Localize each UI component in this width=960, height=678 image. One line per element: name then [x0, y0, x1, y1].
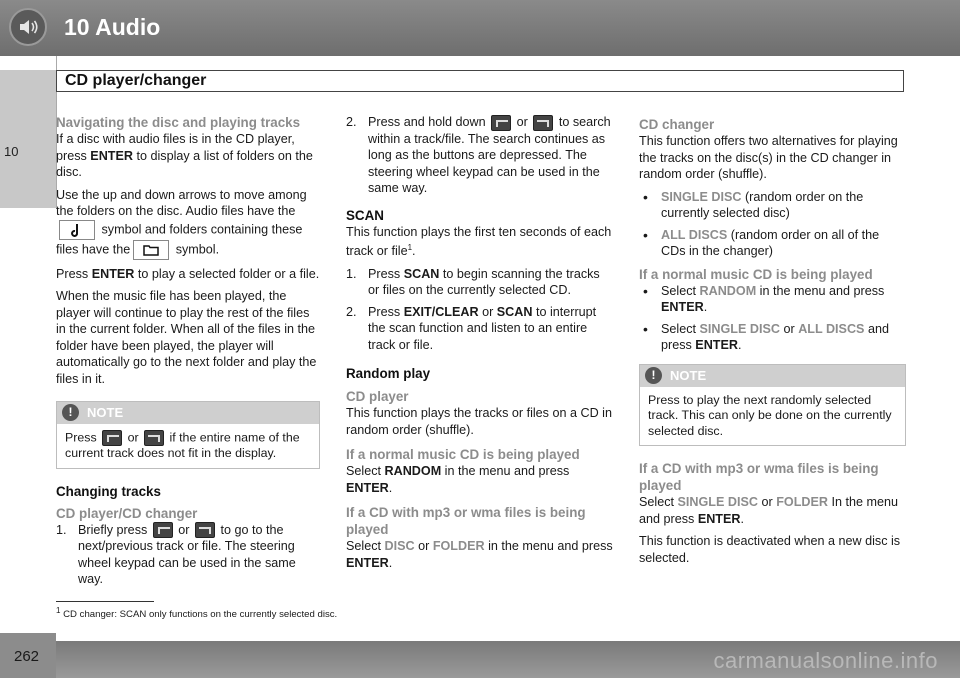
- paragraph-scan: This function plays the first ten seconds of each track or file$^1$.: [346, 224, 612, 259]
- watermark: carmanualsonline.info: [713, 648, 938, 673]
- folder-icon: [133, 240, 169, 260]
- paragraph-normal-cd: Select RANDOM in the menu and press ENTER.: [346, 464, 570, 495]
- list-item: • Select RANDOM in the menu and press ENTER.: [639, 283, 906, 316]
- page-number: 262: [14, 648, 40, 665]
- heading-mp3-cd: If a CD with mp3 or wma files is being played: [346, 505, 586, 538]
- seek-back-icon: [153, 522, 173, 538]
- chapter-tab-label: 10: [4, 144, 19, 159]
- note-label: NOTE: [87, 405, 124, 420]
- info-icon: !: [62, 404, 79, 421]
- normal-cd-steps: [639, 283, 906, 354]
- note-label: NOTE: [670, 367, 707, 383]
- heading-cd-player: CD player: [346, 389, 409, 405]
- heading-scan: SCAN: [346, 207, 384, 223]
- changer-options: [639, 189, 906, 260]
- steps-list: [346, 114, 614, 197]
- paragraph-deactivated: This function is deactivated when a new disc is selected.: [639, 534, 901, 565]
- music-note-icon: [59, 220, 95, 240]
- footnote-rule: [56, 601, 154, 602]
- paragraph-symbols: Use the up and down arrows to move among the folders on the disc. Audio files have the symbol and folders containing these files have the symbol.: [56, 187, 320, 260]
- speaker-icon: [9, 8, 47, 46]
- tab-gap: [0, 56, 56, 70]
- note-box-right: [639, 364, 906, 447]
- paragraph-enter: Press ENTER to play a selected folder or a file.: [56, 266, 320, 281]
- seek-back-icon: [102, 430, 122, 446]
- heading-normal-cd: If a normal music CD is being played: [639, 266, 873, 282]
- heading-cd-changer: CD changer: [639, 117, 715, 132]
- note-body: Press to play the next randomly selected track. This can only be done on the currently selected disc.: [648, 392, 892, 438]
- list-item: 2. Press and hold down or to search within a track/file. The search continues as long as the buttons are depressed. The steering wheel keypad can be used in the same way.: [346, 115, 611, 196]
- heading-mp3-cd: If a CD with mp3 or wma files is being played: [639, 461, 879, 493]
- scan-steps: [346, 266, 614, 354]
- footnote: $^1$ CD changer: SCAN only functions on the currently selected disc.: [56, 606, 338, 621]
- section-bar: [56, 70, 904, 92]
- paragraph-played: When the music file has been played, the player will continue to play the rest of the files in the current folder. When all of the files in the folder have been played, the player will automatically go to the next folder and play the files in it.: [56, 289, 317, 386]
- left-column: [56, 114, 320, 594]
- seek-forward-icon: [144, 430, 164, 446]
- list-item: 2. Press EXIT/CLEAR or SCAN to interrupt the scan function and listen to an entire track or file.: [346, 304, 597, 352]
- list-item: • ALL DISCS (random order on all of the CDs in the changer): [639, 227, 906, 260]
- note-header: [57, 402, 319, 424]
- middle-column: [346, 114, 614, 577]
- paragraph-mp3-cd: Select DISC or FOLDER in the menu and press ENTER.: [346, 539, 613, 570]
- list-item: 1. Press SCAN to begin scanning the tracks or files on the currently selected CD.: [346, 266, 600, 298]
- note-body: Press or if the entire name of the current track does not fit in the display.: [65, 430, 300, 460]
- heading-cd-player-changer: CD player/CD changer: [56, 505, 198, 521]
- list-item: • SINGLE DISC (random order on the currently selected disc): [639, 189, 906, 222]
- paragraph-mp3-cd: Select SINGLE DISC or FOLDER In the menu and press ENTER.: [639, 495, 898, 526]
- note-header: [640, 365, 905, 387]
- chapter-tab: [0, 56, 57, 208]
- seek-forward-icon: [533, 115, 553, 131]
- list-item: 1. Briefly press or to go to the next/previous track or file. The steering wheel keypad can be used in the same way.: [56, 522, 296, 587]
- seek-forward-icon: [195, 522, 215, 538]
- paragraph-cd-changer: This function offers two alternatives for playing the tracks on the disc(s) in the CD changer in random order (shuffle).: [639, 134, 898, 181]
- paragraph-intro: If a disc with audio files is in the CD player, press ENTER to display a list of folders on the disc.: [56, 132, 313, 179]
- seek-back-icon: [491, 115, 511, 131]
- section-title: CD player/changer: [65, 72, 207, 89]
- heading-random-play: Random play: [346, 366, 431, 382]
- paragraph-cd-player: This function plays the tracks or files on a CD in random order (shuffle).: [346, 406, 612, 437]
- info-icon: !: [645, 367, 662, 384]
- heading-normal-cd: If a normal music CD is being played: [346, 447, 580, 463]
- heading-changing-tracks: Changing tracks: [56, 483, 161, 499]
- chapter-title: 10 Audio: [64, 14, 161, 40]
- note-box-left: [56, 401, 320, 469]
- steps-list: [56, 522, 320, 588]
- right-column: [639, 114, 906, 572]
- list-item: • Select SINGLE DISC or ALL DISCS and press ENTER.: [639, 321, 906, 354]
- heading-navigating: Navigating the disc and playing tracks: [56, 115, 301, 130]
